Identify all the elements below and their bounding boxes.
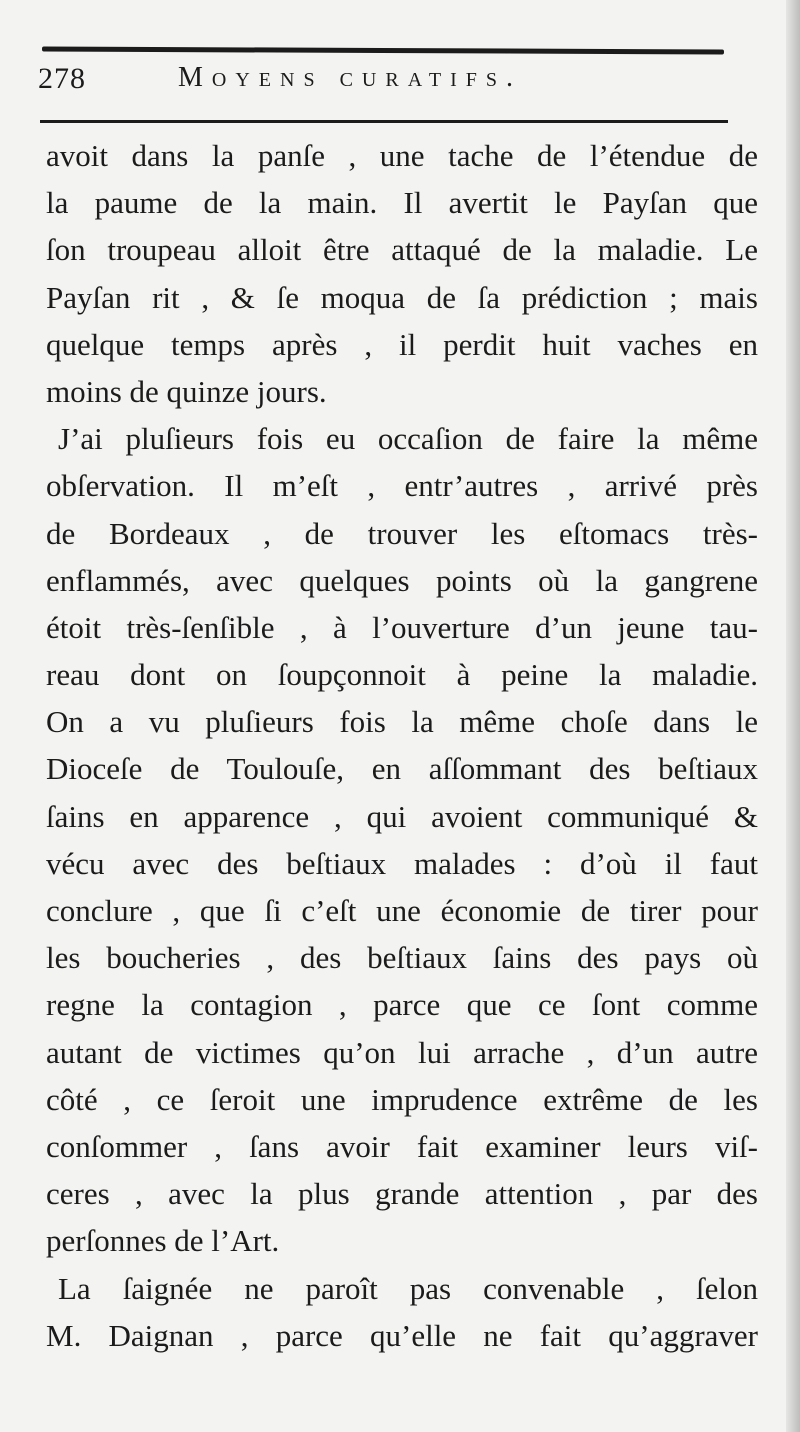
- text-line: ceres , avec la plus grande attention , par des: [46, 1176, 758, 1212]
- text-line: les boucheries , des beſtiaux ſains des pays où: [46, 940, 758, 976]
- text-line: ſains en apparence , qui avoient communiqué &: [46, 798, 758, 834]
- header-rule-bottom: [40, 120, 728, 123]
- text-line: M. Daignan , parce qu’elle ne fait qu’aggraver: [46, 1317, 758, 1353]
- header-rule-top: [42, 47, 724, 55]
- body-text: [46, 132, 758, 1359]
- page-number: 278: [38, 62, 86, 95]
- text-line: côté , ce ſeroit une imprudence extrême de les: [46, 1081, 758, 1117]
- text-line: La ſaignée ne paroît pas convenable , ſelon: [58, 1270, 758, 1306]
- text-line: de Bordeaux , de trouver les eſtomacs très-: [46, 515, 758, 551]
- text-line: regne la contagion , parce que ce ſont comme: [46, 987, 758, 1023]
- running-title: Moyens curatifs.: [178, 62, 523, 93]
- text-line: ſon troupeau alloit être attaqué de la maladie. Le: [46, 232, 758, 268]
- text-line: conſommer , ſans avoir fait examiner leurs viſ-: [46, 1128, 758, 1164]
- text-line: perſonnes de l’Art.: [46, 1223, 280, 1259]
- page-gutter-shadow: [786, 0, 800, 1432]
- text-line: étoit très-ſenſible , à l’ouverture d’un jeune tau-: [46, 609, 758, 645]
- text-line: On a vu pluſieurs fois la même choſe dans le: [46, 704, 758, 740]
- text-line: moins de quinze jours.: [46, 373, 327, 409]
- text-line: enflammés, avec quelques points où la gangrene: [46, 562, 758, 598]
- text-line: vécu avec des beſtiaux malades : d’où il faut: [46, 845, 758, 881]
- text-line: la paume de la main. Il avertit le Payſan que: [46, 185, 758, 221]
- text-line: Dioceſe de Toulouſe, en aſſommant des beſtiaux: [46, 751, 758, 787]
- text-line: quelque temps après , il perdit huit vaches en: [46, 326, 758, 362]
- text-line: J’ai pluſieurs fois eu occaſion de faire la même: [58, 421, 758, 457]
- text-line: conclure , que ſi c’eſt une économie de tirer pour: [46, 893, 758, 928]
- text-line: obſervation. Il m’eſt , entr’autres , arrivé près: [46, 468, 758, 504]
- text-line: Payſan rit , & ſe moqua de ſa prédiction ; mais: [46, 279, 758, 315]
- text-line: avoit dans la panſe , une tache de l’étendue de: [46, 138, 758, 173]
- text-line: reau dont on ſoupçonnoit à peine la maladie.: [46, 657, 758, 693]
- text-line: autant de victimes qu’on lui arrache , d’un autre: [46, 1034, 758, 1070]
- page-header: [38, 62, 758, 108]
